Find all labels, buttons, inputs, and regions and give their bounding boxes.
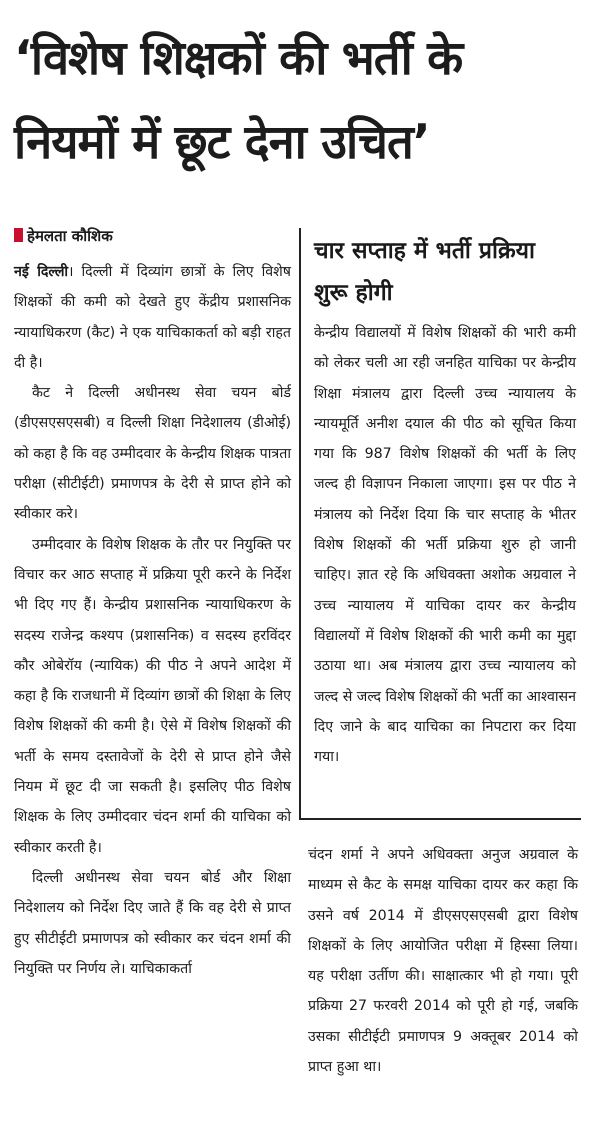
continuation-paragraph: चंदन शर्मा ने अपने अधिवक्ता अनुज अग्रवाल के माध्यम से कैट के समक्ष याचिका दायर कर कहा कि उसने वर्ष 2014 में डीएसएसएसबी द्वारा विशेष शिक्षकों के लिए आयोजित परीक्षा में हिस्सा लिया। यह परीक्षा उर्तीण की। साक्षात्कार भी हो गया। पूरी प्रक्रिया 27 फरवरी 2014 को पूरी हो गई, जबकि उसका सीटीईटी प्रमाणपत्र 9 अक्तूबर 2014 को प्राप्त हुआ था। bbox=[308, 847, 578, 1076]
paragraph-4: दिल्ली अधीनस्थ सेवा चयन बोर्ड और शिक्षा निदेशालय को निर्देश दिए जाते हैं कि वह देरी से प्राप्त हुए सीटीईटी प्रमाणपत्र को स्वीकार कर चंदन शर्मा की नियुक्ति पर निर्णय ले। याचिकाकर्ता bbox=[14, 869, 291, 977]
headline bbox=[14, 28, 583, 174]
headline-line-2: नियमों में छूट देना उचित’ bbox=[14, 115, 430, 170]
left-column bbox=[14, 257, 291, 984]
paragraph-1 bbox=[14, 257, 291, 378]
dateline: नई दिल्ली bbox=[14, 264, 69, 280]
headline-line-1: ‘विशेष शिक्षकों की भर्ती के bbox=[14, 31, 463, 86]
right-continuation-column bbox=[308, 840, 578, 1082]
sidebar-box-text bbox=[314, 318, 576, 772]
paragraph-2: कैट ने दिल्ली अधीनस्थ सेवा चयन बोर्ड (डीएसएसएसबी) व दिल्ली शिक्षा निदेशालय (डीओई) को कहा है कि वह उम्मीदवार के केन्द्रीय शिक्षक पात्रता परीक्षा (सीटीईटी) प्रमाणपत्र के देरी से प्राप्त होने को स्वीकार करे। bbox=[14, 385, 291, 523]
sidebar-box-heading: चार सप्ताह में भर्ती प्रक्रिया शुरू होगी bbox=[314, 238, 535, 306]
paragraph-1-text: । दिल्ली में दिव्यांग छात्रों के लिए विशेष शिक्षकों की कमी को देखते हुए केंद्रीय प्रशासनिक न्यायाधिकरण (कैट) ने एक याचिकाकर्ता को बड़ी राहत दी है। bbox=[14, 264, 292, 371]
byline-author: हेमलता कौशिक bbox=[27, 227, 113, 245]
paragraph-3: उम्मीदवार के विशेष शिक्षक के तौर पर नियुक्ति पर विचार कर आठ सप्ताह में प्रक्रिया पूरी करने के निर्देश भी दिए गए हैं। केन्द्रीय प्रशासनिक न्यायाधिकरण के सदस्य राजेन्द्र कश्यप (प्रशासनिक) व सदस्य हरविंदर कौर ओबेरॉय (न्यायिक) की पीठ ने अपने आदेश में कहा है कि राजधानी में दिव्यांग छात्रों की शिक्षा के लिए विशेष शिक्षकों की कमी है। ऐसे में विशेष शिक्षकों की भर्ती के समय दस्तावेजों के देरी से प्राप्त होने जैसे नियम में छूट दी जा सकती है। इसलिए पीठ विशेष शिक्षक के लिए उम्मीदवार चंदन शर्मा की याचिका को स्वीकार करती है। bbox=[14, 536, 291, 856]
byline-marker bbox=[14, 228, 23, 242]
sidebar-box-paragraph: केन्द्रीय विद्यालयों में विशेष शिक्षकों की भारी कमी को लेकर चली आ रही जनहित याचिका पर केन्द्रीय शिक्षा मंत्रालय द्वारा दिल्ली उच्च न्यायालय के न्यायमूर्ति अनीश दयाल की पीठ को सूचित किया गया कि 987 विशेष शिक्षकों की भर्ती के लिए जल्द ही विज्ञापन निकाला जाएगा। इस पर पीठ ने मंत्रालय को निर्देश दिया कि चार सप्ताह के भीतर विशेष शिक्षकों की भर्ती प्रक्रिया शुरु हो जानी चाहिए। ज्ञात रहे कि अधिवक्ता अशोक अग्रवाल ने उच्च न्यायालय में याचिका दायर कर केन्द्रीय विद्यालयों में विशेष शिक्षकों की भारी कमी का मुद्दा उठाया था। अब मंत्रालय द्वारा उच्च न्यायालय को जल्द से जल्द विशेष शिक्षकों की भर्ती का आश्वासन दिए जाने के बाद याचिका का निपटारा कर दिया गया। bbox=[314, 325, 576, 766]
byline bbox=[14, 226, 113, 246]
